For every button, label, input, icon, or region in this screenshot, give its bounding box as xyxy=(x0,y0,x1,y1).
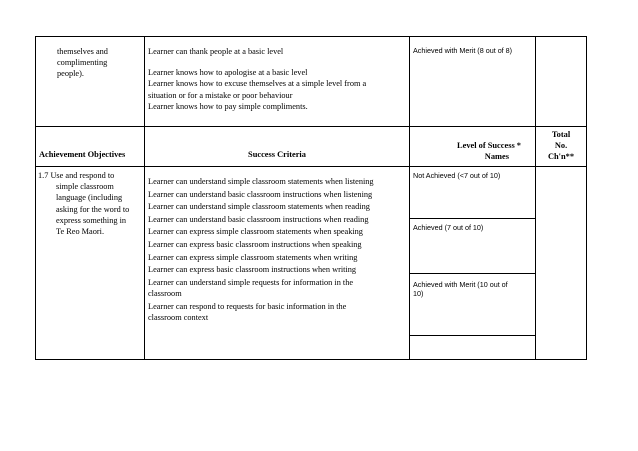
criteria-item: Learner can respond to requests for basic information in the classroom context xyxy=(148,302,347,323)
total-cell xyxy=(536,167,587,360)
level-text: Achieved with Merit (8 out of 8) xyxy=(413,46,513,55)
criteria-item: situation or for a mistake or poor behaviour xyxy=(148,90,293,100)
criteria-item: Learner can understand simple requests for information in the classroom xyxy=(148,277,354,298)
criteria-item: Learner can understand basic classroom instructions when reading xyxy=(148,214,369,224)
criteria-list xyxy=(148,46,409,112)
header-level: Level of Success * Names xyxy=(410,127,536,167)
criteria-item: Learner can express basic classroom instructions when speaking xyxy=(148,239,362,249)
criteria-cell xyxy=(145,167,410,360)
criteria-item: Learner can express simple classroom statements when speaking xyxy=(148,227,363,237)
assessment-table xyxy=(35,36,587,360)
objective-text: themselves and complimenting people). xyxy=(57,47,108,79)
criteria-item: Learner can understand simple classroom statements when reading xyxy=(148,202,370,212)
criteria-item: Learner knows how to pay simple compliments. xyxy=(148,101,308,111)
header-criteria: Success Criteria xyxy=(145,127,410,167)
criteria-item: Learner knows how to apologise at a basic level xyxy=(148,68,308,78)
criteria-item: Learner can understand basic classroom instructions when listening xyxy=(148,189,373,199)
level-cell xyxy=(410,167,536,360)
level-cell xyxy=(410,37,536,127)
criteria-item: Learner knows how to excuse themselves at a simple level from a xyxy=(148,79,367,89)
criteria-cell xyxy=(145,37,410,127)
criteria-item: Learner can thank people at a basic level xyxy=(148,47,284,56)
header-total: Total No. Ch'n** xyxy=(536,127,587,167)
objective-text: 1.7 Use and respond to simple classroom language (including asking for the word to express something in Te Reo Maori. xyxy=(38,171,130,237)
objective-cell xyxy=(36,37,145,127)
table-row xyxy=(36,167,587,360)
criteria-item: Learner can understand simple classroom statements when listening xyxy=(148,177,374,186)
level-not-achieved: Not Achieved (<7 out of 10) xyxy=(413,171,501,180)
criteria-item: Learner can express simple classroom statements when writing xyxy=(148,252,358,262)
table-header-row xyxy=(36,127,587,167)
criteria-item: Learner can express basic classroom instructions when writing xyxy=(148,265,357,275)
header-objectives: Achievement Objectives xyxy=(36,127,145,167)
level-achieved: Achieved (7 out of 10) xyxy=(410,218,535,273)
total-cell xyxy=(536,37,587,127)
table-row xyxy=(36,37,587,127)
criteria-list xyxy=(148,176,409,277)
level-blank xyxy=(410,335,535,359)
level-merit: Achieved with Merit (10 out of 10) xyxy=(410,273,535,335)
objective-cell xyxy=(36,167,145,360)
